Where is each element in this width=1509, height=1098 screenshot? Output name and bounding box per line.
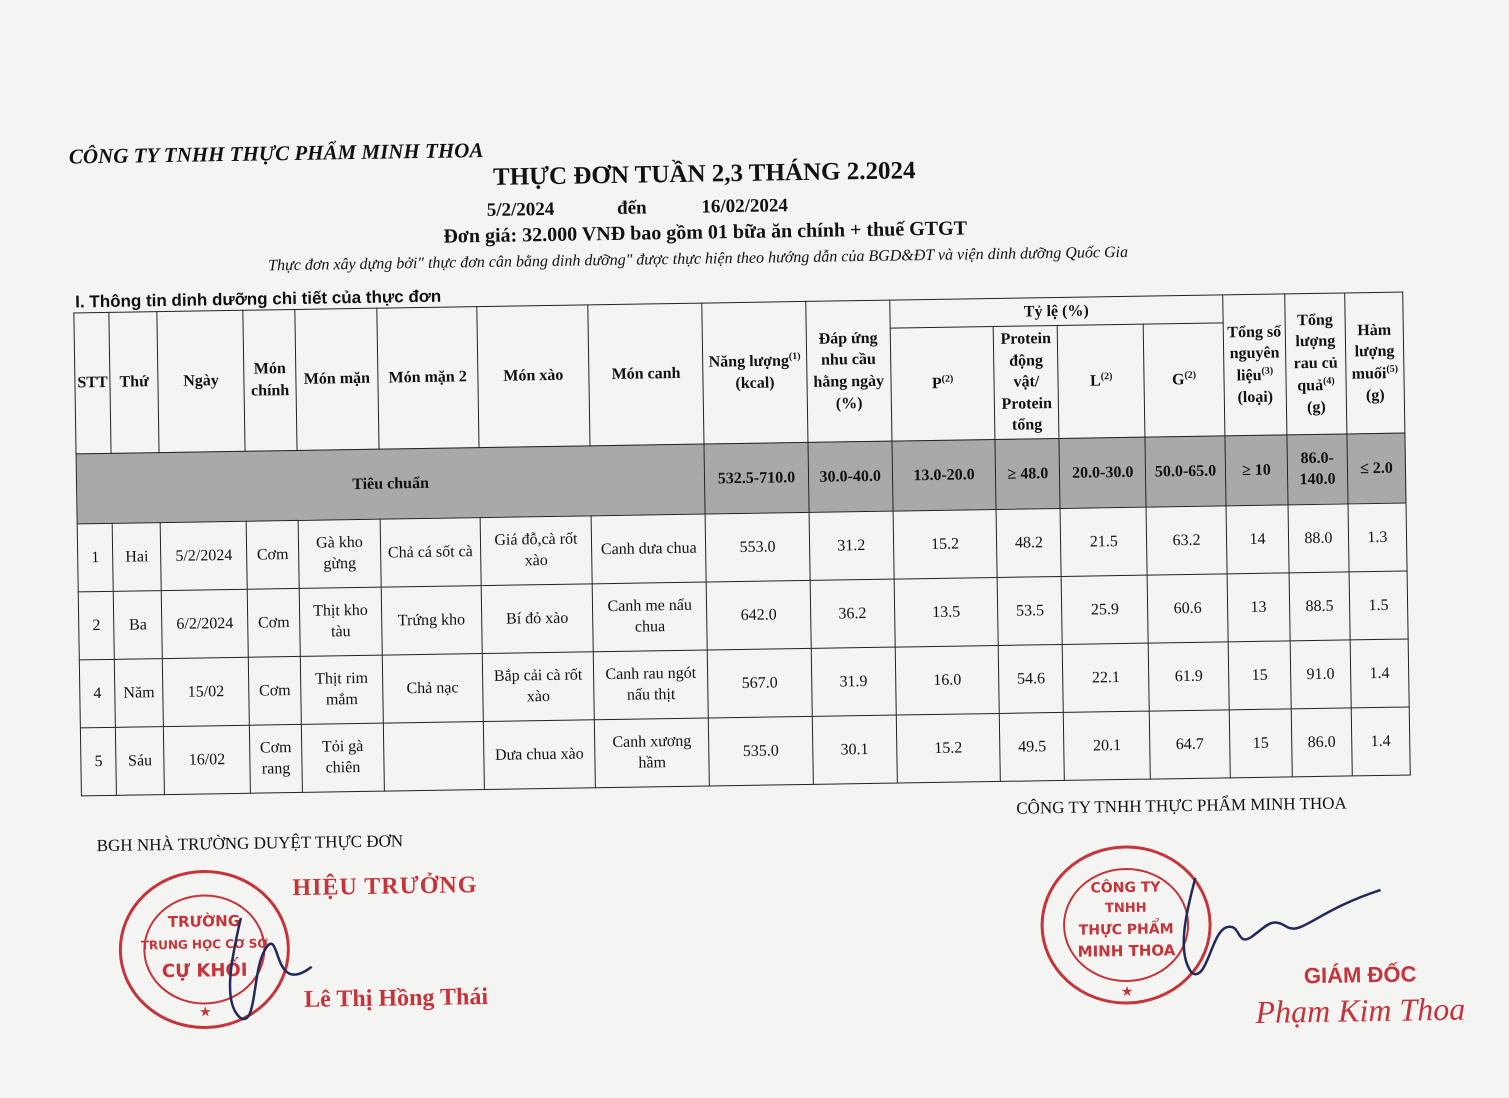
header-nang-luong-sup: (1): [788, 351, 801, 363]
svg-text:★: ★: [198, 1004, 212, 1021]
cell-muoi: 1.3: [1348, 503, 1407, 572]
cell-l: 20.1: [1064, 711, 1151, 780]
cell-g: 61.9: [1148, 642, 1229, 711]
header-rau-cu-label: Tổng lượng rau củ quả: [1293, 311, 1338, 395]
cell-mon-chinh: Cơm: [246, 520, 299, 589]
cell-l: 25.9: [1061, 575, 1148, 644]
cell-mon-man: Thịt rim mắm: [300, 655, 383, 724]
cell-mon-man: Thịt kho tàu: [299, 587, 382, 656]
header-p: [890, 326, 995, 441]
cell-ngay: 6/2/2024: [161, 589, 248, 658]
header-mon-man-2: Món mặn 2: [377, 307, 479, 450]
header-protein: Protein động vật/ Protein tổng: [994, 325, 1060, 439]
principal-name: Lê Thị Hồng Thái: [303, 984, 489, 1013]
standard-protein: ≥ 48.0: [995, 438, 1060, 509]
svg-text:THỰC PHẨM: THỰC PHẨM: [1078, 921, 1174, 939]
header-muoi-sup: (5): [1386, 363, 1399, 375]
header-tong-nguyen-lieu-unit: (loại): [1237, 388, 1274, 406]
header-tong-nguyen-lieu: [1223, 294, 1287, 436]
cell-stt: 1: [77, 523, 113, 592]
cell-p: 15.2: [893, 509, 998, 579]
standard-p: 13.0-20.0: [892, 439, 997, 511]
header-tong-nguyen-lieu-label: Tổng số nguyên liệu: [1227, 323, 1282, 385]
header-dap-ung: Đáp ứng nhu cầu hằng ngày (%): [806, 300, 892, 442]
cell-dap-ung: 30.1: [812, 715, 897, 784]
cell-dap-ung: 31.9: [811, 647, 896, 716]
header-stt: STT: [74, 312, 111, 454]
cell-protein: 49.5: [1000, 712, 1065, 781]
cell-rau-cu: 86.0: [1291, 708, 1352, 777]
principal-title: HIỆU TRƯỞNG: [292, 872, 478, 902]
cell-rau-cu: 88.0: [1288, 504, 1349, 573]
svg-text:★: ★: [1120, 983, 1134, 1001]
menu-note: Thực đơn xây dựng bởi" thực đơn cân bằng dinh dưỡng" được thực hiện theo hướng dẫn của BGD&ĐT và viện dinh dưỡng Quốc Gia: [268, 243, 1129, 275]
cell-protein: 54.6: [999, 644, 1064, 713]
cell-mon-chinh: Cơm rang: [249, 724, 302, 793]
cell-mon-canh: Canh rau ngót nấu thịt: [594, 650, 709, 720]
cell-mon-xao: Giá đỗ,cà rốt xào: [480, 516, 593, 586]
cell-nang-luong: 535.0: [708, 716, 813, 786]
cell-dap-ung: 36.2: [810, 579, 895, 648]
price-line: Đơn giá: 32.000 VNĐ bao gồm 01 bữa ăn chính + thuế GTGT: [443, 217, 968, 248]
cell-mon-chinh: Cơm: [248, 656, 301, 725]
nutrition-table: [73, 292, 1410, 797]
section-title: I. Thông tin dinh dưỡng chi tiết của thực đơn: [75, 286, 442, 312]
cell-mon-man: Gà kho gừng: [298, 519, 381, 588]
cell-muoi: 1.4: [1350, 639, 1409, 708]
cell-mon-man: Tỏi gà chiên: [301, 723, 384, 792]
header-ty-le: Tỷ lệ (%): [889, 295, 1223, 328]
cell-g: 63.2: [1146, 506, 1227, 575]
svg-text:MINH THOA: MINH THOA: [1077, 941, 1176, 961]
svg-text:TNHH: TNHH: [1104, 900, 1147, 917]
cell-p: 13.5: [894, 577, 999, 647]
cell-rau-cu: 91.0: [1290, 640, 1351, 709]
header-muoi-unit: (g): [1365, 386, 1385, 404]
cell-stt: 5: [80, 727, 116, 796]
header-nang-luong: [702, 301, 808, 444]
cell-mon-canh: Canh xương hầm: [595, 718, 710, 788]
cell-tong-nguyen-lieu: 13: [1227, 573, 1290, 642]
cell-thu: Hai: [112, 523, 161, 592]
header-l-sup: (2): [1100, 371, 1113, 383]
header-mon-man: Món mặn: [295, 308, 379, 450]
standard-rau-cu: 86.0-140.0: [1287, 434, 1348, 505]
cell-mon-man-2: [383, 722, 484, 792]
cell-tong-nguyen-lieu: 15: [1228, 641, 1291, 710]
cell-mon-xao: Bí đỏ xào: [481, 584, 594, 654]
cell-mon-chinh: Cơm: [247, 588, 300, 657]
header-g: [1143, 323, 1225, 437]
standard-tong-nguyen-lieu: ≥ 10: [1225, 435, 1288, 506]
header-tong-nguyen-lieu-sup: (3): [1261, 365, 1274, 377]
header-g-sup: (2): [1184, 369, 1197, 382]
cell-ngay: 15/02: [162, 657, 249, 726]
header-p-label: P: [931, 375, 942, 393]
header-l: [1058, 324, 1146, 438]
date-to: 16/02/2024: [701, 195, 789, 218]
cell-nang-luong: 642.0: [706, 580, 811, 650]
cell-stt: 2: [78, 591, 114, 660]
cell-mon-canh: Canh me nấu chua: [592, 582, 707, 652]
standard-l: 20.0-30.0: [1059, 437, 1146, 508]
svg-text:TRƯỜNG: TRƯỜNG: [167, 911, 241, 932]
director-title: GIÁM ĐỐC: [1303, 961, 1417, 989]
header-nang-luong-unit: (kcal): [735, 374, 775, 393]
cell-nang-luong: 567.0: [707, 648, 812, 718]
cell-ngay: 5/2/2024: [160, 521, 247, 590]
company-name-top: CÔNG TY TNHH THỰC PHẨM MINH THOA: [68, 137, 484, 169]
header-mon-chinh: Món chính: [243, 309, 297, 451]
cell-g: 60.6: [1147, 574, 1228, 643]
date-to-word: đến: [616, 197, 647, 219]
cell-rau-cu: 88.5: [1289, 572, 1350, 641]
cell-dap-ung: 31.2: [809, 511, 894, 580]
header-g-label: G: [1171, 371, 1185, 389]
header-rau-cu: [1285, 293, 1347, 435]
cell-muoi: 1.4: [1351, 707, 1410, 776]
svg-text:TRUNG HỌC CƠ SỞ: TRUNG HỌC CƠ SỞ: [140, 936, 268, 953]
cell-thu: Năm: [115, 659, 164, 728]
header-thu: Thứ: [109, 312, 159, 454]
cell-l: 22.1: [1063, 643, 1150, 712]
cell-tong-nguyen-lieu: 15: [1229, 709, 1292, 778]
cell-thu: Ba: [113, 591, 162, 660]
cell-muoi: 1.5: [1349, 571, 1408, 640]
cell-stt: 4: [79, 659, 115, 728]
cell-tong-nguyen-lieu: 14: [1226, 505, 1289, 574]
header-l-label: L: [1089, 372, 1101, 390]
cell-mon-xao: Bắp cải cà rốt xào: [482, 652, 595, 722]
cell-mon-canh: Canh dưa chua: [591, 514, 706, 584]
cell-mon-man-2: Chả nạc: [382, 654, 483, 724]
header-p-sup: (2): [941, 373, 954, 385]
standard-g: 50.0-65.0: [1145, 436, 1226, 507]
header-mon-canh: Món canh: [588, 303, 704, 446]
cell-protein: 48.2: [996, 508, 1061, 577]
standard-label: Tiêu chuẩn: [76, 444, 705, 524]
header-rau-cu-unit: (g): [1306, 398, 1326, 416]
director-name: Phạm Kim Thoa: [1255, 990, 1466, 1030]
cell-ngay: 16/02: [164, 725, 251, 794]
header-mon-xao: Món xào: [476, 305, 590, 448]
cell-g: 64.7: [1149, 710, 1230, 779]
svg-text:CỰ KHỐI: CỰ KHỐI: [161, 959, 248, 983]
cell-mon-man-2: Chả cá sốt cà: [380, 518, 481, 588]
header-nang-luong-label: Năng lượng: [708, 352, 790, 372]
date-range: [487, 195, 789, 222]
cell-nang-luong: 553.0: [705, 512, 810, 582]
header-rau-cu-sup: (4): [1322, 375, 1335, 387]
date-from: 5/2/2024: [486, 198, 555, 221]
cell-l: 21.5: [1060, 507, 1147, 576]
cell-thu: Sáu: [116, 727, 165, 796]
menu-title: THỰC ĐƠN TUẦN 2,3 THÁNG 2.2024: [492, 157, 916, 191]
standard-dap-ung: 30.0-40.0: [808, 441, 893, 512]
cell-mon-xao: Dưa chua xào: [483, 720, 596, 790]
cell-p: 15.2: [896, 713, 1001, 783]
company-signature-title: CÔNG TY TNHH THỰC PHẨM MINH THOA: [1016, 793, 1347, 818]
standard-nang-luong: 532.5-710.0: [704, 442, 809, 514]
cell-mon-man-2: Trứng kho: [381, 586, 482, 656]
svg-text:CÔNG TY: CÔNG TY: [1090, 879, 1161, 897]
header-ngay: Ngày: [157, 310, 245, 452]
header-muoi: [1345, 292, 1405, 434]
cell-protein: 53.5: [998, 576, 1063, 645]
cell-p: 16.0: [895, 645, 1000, 715]
school-approval-title: BGH NHÀ TRƯỜNG DUYỆT THỰC ĐƠN: [96, 831, 404, 856]
standard-muoi: ≤ 2.0: [1347, 433, 1406, 504]
header-muoi-label: Hàm lượng muối: [1351, 321, 1395, 383]
